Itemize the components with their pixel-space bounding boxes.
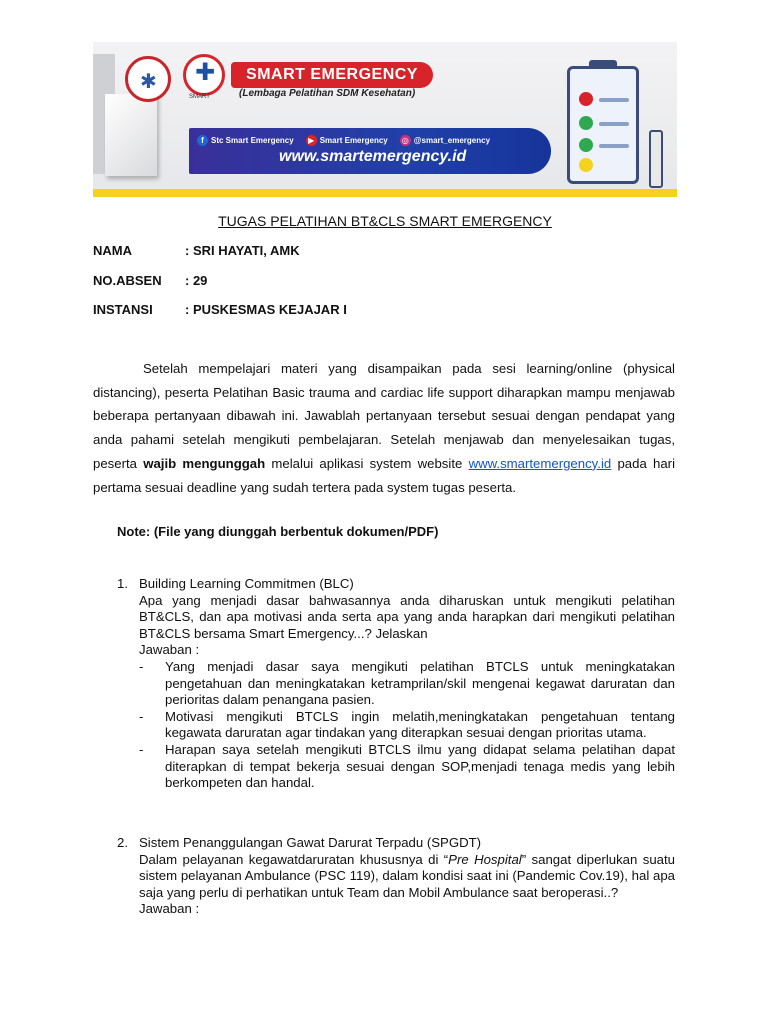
intro-text: melalui aplikasi system website (265, 455, 469, 471)
website-url[interactable]: www.smartemergency.id (279, 148, 467, 165)
intro-emphasis: wajib mengunggah (143, 455, 266, 471)
field-value: : 29 (185, 273, 208, 288)
answer-text: Motivasi mengikuti BTCLS ingin melatih,meningkatakan pengetahuan tentang kegawata daruratan agar tindakan yang diterapkan sesuai dengan prioritas utama. (165, 708, 675, 741)
answer-item: - Harapan saya setelah mengikuti BTCLS ilmu yang didapat selama pelatihan dapat diterapkan di tempat bekerja sesuai dengan SOP,menjadi tenaga medis yang lebih berkompeten dan handal. (139, 741, 675, 791)
social-label: Smart Emergency (319, 135, 388, 145)
answer-label: Jawaban : (139, 901, 200, 917)
note-text: Note: (File yang diunggah berbentuk dokumen/PDF) (117, 524, 439, 539)
medical-cross-icon: ✚ (195, 59, 216, 86)
answer-text: Yang menjadi dasar saya mengikuti pelatihan BTCLS untuk meningkatakan pengetahuan dan meningkatakan ketramprilan/skil mengenai kegawat daruratan dan perioritas dalam penangana pasien. (165, 658, 675, 708)
instagram-icon: ◎ (400, 135, 411, 146)
star-of-life-icon: ✱ (140, 71, 157, 93)
social-links (197, 133, 490, 147)
intro-paragraph (93, 357, 675, 499)
pencil-icon (649, 130, 663, 188)
social-instagram[interactable] (400, 133, 490, 147)
field-key: NAMA (93, 243, 132, 258)
question-1 (117, 576, 675, 792)
logo-caption: SMART (189, 94, 210, 100)
youtube-icon: ▶ (306, 135, 317, 146)
question-2 (117, 835, 675, 918)
brand-title: SMART EMERGENCY (231, 62, 433, 88)
field-value: : SRI HAYATI, AMK (185, 243, 300, 258)
checkmark-icon (579, 138, 593, 152)
website-link[interactable]: www.smartemergency.id (468, 455, 612, 471)
answer-item: - Yang menjadi dasar saya mengikuti pelatihan BTCLS untuk meningkatakan pengetahuan dan meningkatakan ketramprilan/skil mengenai kegawat daruratan dan perioritas dalam penangana pasien. (139, 658, 675, 708)
question-number: 2. (117, 835, 128, 850)
organization-logo (125, 56, 171, 102)
banner-stripe (93, 189, 677, 197)
answer-item: - Motivasi mengikuti BTCLS ingin melatih,meningkatakan pengetahuan tentang kegawata daruratan agar tindakan yang diterapkan sesuai dengan prioritas utama. (139, 708, 675, 741)
medical-icon (579, 92, 593, 106)
clipboard-line (599, 122, 629, 126)
clipboard-line (599, 144, 629, 148)
checkmark-icon (579, 116, 593, 130)
field-value: : PUSKESMAS KEJAJAR I (185, 302, 347, 317)
field-key: NO.ABSEN (93, 273, 162, 288)
social-facebook[interactable] (197, 133, 294, 147)
document-title: TUGAS PELATIHAN BT&CLS SMART EMERGENCY (218, 213, 552, 229)
field-nama (93, 243, 300, 258)
answer-label: Jawaban : (139, 642, 200, 658)
social-label: @smart_emergency (413, 135, 491, 145)
field-key: INSTANSI (93, 302, 153, 317)
stethoscope-icon (579, 158, 593, 172)
prompt-emphasis: Pre Hospital (448, 851, 522, 867)
answer-text: Harapan saya setelah mengikuti BTCLS ilmu yang didapat selama pelatihan dapat diterapkan di tempat bekerja sesuai dengan SOP,menjadi tenaga medis yang lebih berkompeten dan handal. (165, 741, 675, 791)
question-prompt: Apa yang menjadi dasar bahwasannya anda diharuskan untuk mengikuti pelatihan BT&CLS, dan apa motivasi anda serta apa yang anda harapkan dari mengikuti pelatihan BT&CLS bersama Smart Emergency...? Jelaskan (139, 592, 675, 641)
question-heading: Building Learning Commitmen (BLC) (139, 576, 354, 591)
field-instansi (93, 302, 347, 317)
prompt-text: ” sangat diperlukan suatu sistem pelayanan Ambulance (PSC 119), dalam kondisi saat ini (Pandemic Cov.19), hal apa saja yang perlu di perhatikan untuk Team dan Mobil Ambulance saat beroperasi..? (139, 851, 675, 900)
smart-logo (183, 54, 225, 102)
header-banner (93, 42, 677, 197)
brand-tagline: (Lembaga Pelatihan SDM Kesehatan) (239, 88, 416, 99)
clipboard-line (599, 98, 629, 102)
question-prompt (139, 852, 675, 902)
field-no-absen (93, 273, 207, 288)
intro-text: Setelah mempelajari materi yang disampaikan pada sesi learning/online (physical distancing), peserta Pelatihan Basic trauma and cardiac life support diharapkan mampu menjawab beberapa pertanyaan dibawah ini. Jawablah pertanyaan tersebut sesuai dengan pendapat yang anda pahami setelah mengikuti pembelajaran. Setelah menjawab dan menyelesaikan tugas, peserta (93, 361, 675, 471)
prompt-text: Dalam pelayanan kegawatdaruratan khususnya di “ (139, 851, 449, 867)
intro-text: pada hari pertama sesuai deadline yang sudah tertera pada system tugas peserta. (93, 455, 676, 495)
social-label: Stc Smart Emergency (211, 135, 294, 145)
social-youtube[interactable] (306, 133, 388, 147)
question-number: 1. (117, 576, 128, 591)
facebook-icon: f (197, 135, 208, 146)
banner-paper-decoration (105, 94, 157, 176)
question-heading: Sistem Penanggulangan Gawat Darurat Terpadu (SPGDT) (139, 835, 482, 850)
answer-list (139, 659, 675, 792)
